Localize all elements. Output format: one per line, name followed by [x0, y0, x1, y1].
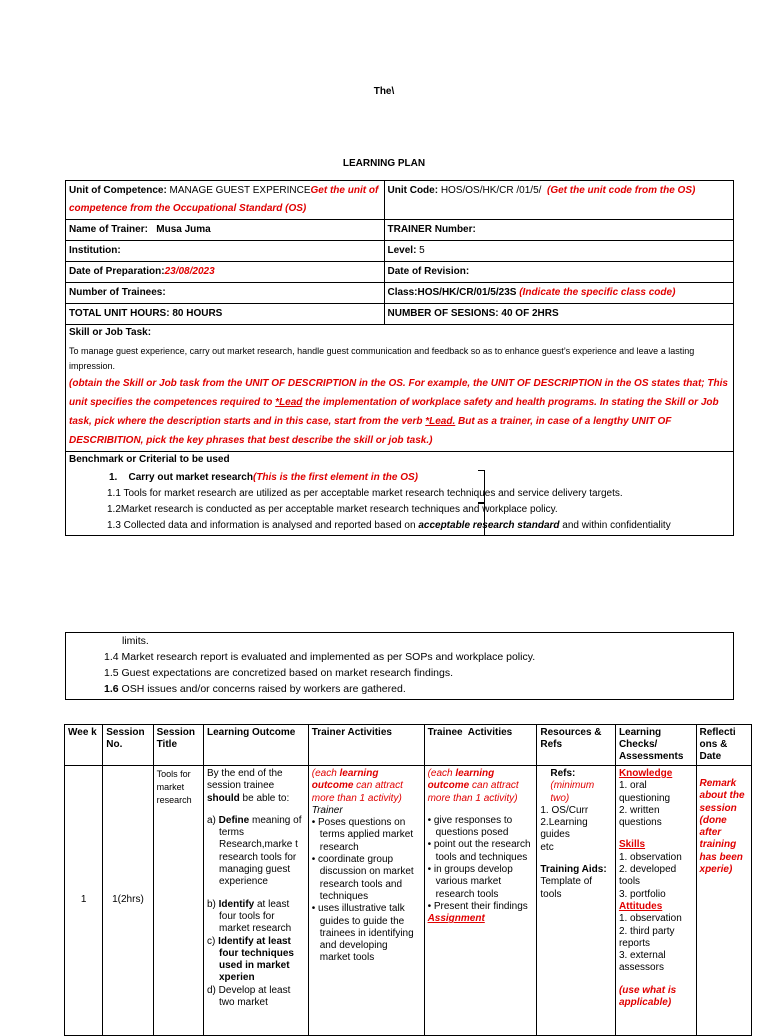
level-label: Level:	[387, 245, 417, 256]
trainer-note-a: (each	[311, 768, 340, 779]
resource-1: 1. OS/Curr	[540, 804, 589, 816]
criterion-1-3-c: and within confidentiality	[559, 520, 671, 531]
revision-date-cell	[384, 262, 734, 283]
criterion-1-4: 1.4 Market research report is evaluated and implemented as per SOPs and workplace policy.	[104, 651, 536, 663]
trainer-note	[312, 768, 421, 805]
outcome-intro-a: By the end of the session trainee	[206, 768, 283, 792]
cell-session-no	[103, 766, 153, 1036]
bracket-mark	[478, 502, 485, 536]
list-item: • coordinate group discussion on market research tools and techniques	[311, 854, 414, 902]
cell-reflections	[696, 766, 751, 1036]
training-aids-label: Training Aids:	[540, 864, 607, 876]
cell-learning-outcome	[203, 766, 308, 1036]
trainer-name-cell	[66, 220, 385, 241]
criterion-1-3	[69, 518, 730, 534]
header-learning-outcome: Learning Outcome	[203, 725, 308, 766]
benchmark-element	[69, 470, 730, 486]
checks-note: (use what is applicable)	[618, 984, 677, 1009]
table-row	[66, 241, 734, 262]
outcome-a-rest: meaning of terms Research,marke t research tools for managing guest experience	[218, 814, 302, 888]
table-row	[66, 262, 734, 283]
list-item: • give responses to questions posed	[427, 814, 513, 839]
table-row	[66, 220, 734, 241]
trainer-item-1: Poses questions on terms applied market research	[318, 817, 414, 853]
attitudes-item-1: 1. observation	[618, 913, 682, 925]
resources-refs-label: Refs:	[550, 768, 576, 779]
skill-body: To manage guest experience, carry out market research, handle guest communication and feedback so as to enhance guest’s experience and leave a lasting impression.	[69, 346, 695, 371]
skill-note-lead-2: *Lead.	[425, 416, 456, 427]
element-note: (This is the first element in the OS)	[252, 472, 419, 483]
list-item: • Present their findings	[427, 900, 528, 912]
header-reflections: Reflecti ons & Date	[696, 725, 751, 766]
benchmark-cell	[66, 452, 734, 536]
sessions: NUMBER OF SESIONS: 40 OF 2HRS	[387, 308, 559, 319]
class-label: Class:HOS/HK/CR/01/5/23S	[387, 287, 517, 298]
outcome-intro-b: be able to:	[239, 792, 290, 804]
trainer-note-b: learning outcome	[311, 768, 379, 792]
trainee-item-1: give responses to questions posed	[433, 814, 513, 839]
resource-2: 2.Learning guides	[540, 817, 588, 841]
benchmark-label: Benchmark or Criterial to be used	[69, 454, 230, 465]
outcome-b-verb: Identify	[218, 898, 255, 910]
skills-item-2: 2. developed tools	[618, 864, 677, 888]
info-table	[65, 180, 734, 536]
class-cell	[384, 283, 734, 304]
attitudes-item-2: 2. third party reports	[618, 925, 675, 949]
checks-knowledge: Knowledge	[618, 768, 673, 779]
skill-note-c: But as a trainer, in case of a lengthy UNIT OF DESCRIBITION, pick the key phrases that best describe the skill or job task.)	[69, 416, 672, 446]
outcome-intro	[207, 768, 305, 805]
trainer-name-value: Musa Juma	[147, 224, 211, 235]
header-trainee-activities: Trainee Activities	[424, 725, 537, 766]
knowledge-item-2: 2. written questions	[618, 804, 662, 829]
header-session-no: Session No.	[103, 725, 153, 766]
level-value: 5	[416, 245, 425, 256]
prep-date-cell	[66, 262, 385, 283]
table-header-row	[65, 725, 752, 766]
table-row	[66, 325, 734, 452]
institution-cell	[66, 241, 385, 262]
checks-attitudes: Attitudes	[618, 900, 663, 912]
table-row	[65, 766, 752, 1036]
header-resources: Resources & Refs	[537, 725, 616, 766]
header-trainer-activities: Trainer Activities	[308, 725, 424, 766]
cell-session-title	[153, 766, 203, 1036]
cell-learning-checks	[615, 766, 696, 1036]
table-row	[66, 452, 734, 536]
criterion-1-1: 1.1 Tools for market research are utilized as per acceptable market research techniques and service delivery targets.	[107, 488, 623, 499]
outcome-b	[207, 899, 305, 936]
list-item: • in groups develop various market research tools	[427, 864, 513, 900]
skills-item-1: 1. observation	[618, 851, 682, 863]
trainer-item-3: uses illustrative talk guides to guide the trainees in identifying and developing market tools	[318, 903, 414, 964]
training-aids-text: Template of tools	[540, 876, 593, 900]
criterion-1-6-text: OSH issues and/or concerns raised by workers are gathered.	[118, 683, 406, 695]
outcome-d-prefix: d)	[206, 984, 219, 996]
unit-competence-value: MANAGE GUEST EXPERINCE	[166, 185, 311, 196]
skill-note-lead-1: *Lead	[275, 397, 303, 408]
class-note: (Indicate the specific class code)	[516, 287, 676, 298]
trainee-note-b: learning outcome	[427, 768, 495, 792]
prep-date-value: 23/08/2023	[164, 266, 215, 277]
criterion-1-6-num: 1.6	[104, 683, 119, 695]
element-text: Carry out market research	[128, 472, 253, 483]
cell-week	[65, 766, 103, 1036]
skill-note	[69, 374, 730, 450]
trainer-number-label: TRAINER Number:	[387, 224, 476, 235]
institution-label: Institution:	[69, 245, 121, 256]
trainee-note	[428, 768, 534, 805]
lesson-table	[64, 724, 752, 1036]
trainee-item-2: point out the research tools and techniques	[433, 839, 531, 863]
resource-3: etc	[540, 841, 554, 853]
trainee-item-4: Present their findings	[433, 900, 528, 912]
reflections-text: Remark about the session (done after training has been xperie)	[699, 778, 745, 876]
trainer-number-cell	[384, 220, 734, 241]
session-title-value: Tools for market research	[156, 769, 192, 805]
trainee-item-3: in groups develop various market research tools	[433, 864, 513, 900]
criteria-continuation	[65, 632, 734, 700]
knowledge-item-1: 1. oral questioning	[618, 780, 671, 804]
outcome-d-rest: Develop at least two market	[218, 984, 291, 1009]
criterion-1-2: 1.2Market research is conducted as per acceptable market research techniques and workplace policy.	[107, 504, 558, 515]
sessions-cell	[384, 304, 734, 325]
revision-date-label: Date of Revision:	[387, 266, 470, 277]
prep-date-label: Date of Preparation:	[69, 266, 165, 277]
criterion-1-6	[104, 683, 406, 695]
list-item: • Poses questions on terms applied market research	[311, 817, 414, 853]
outcome-a-prefix: a)	[206, 814, 219, 826]
cell-trainer-activities	[308, 766, 424, 1036]
trainees-cell	[66, 283, 385, 304]
criterion-1-5: 1.5 Guest expectations are concretized based on market research findings.	[104, 667, 454, 679]
trainer-item-2: coordinate group discussion on market research tools and techniques	[318, 854, 414, 902]
criterion-1-3-a: 1.3 Collected data and information is analysed and reported based on	[107, 520, 419, 531]
unit-competence-cell	[66, 181, 385, 220]
outcome-d	[207, 985, 305, 1010]
header-session-title: Session Title	[153, 725, 203, 766]
skill-label: Skill or Job Task:	[69, 327, 152, 338]
header-week: Wee k	[65, 725, 103, 766]
page-title: LEARNING PLAN	[342, 158, 426, 169]
outcome-b-rest: at least four tools for market research	[218, 898, 292, 935]
trainee-note-a: (each	[427, 768, 456, 779]
cell-resources	[537, 766, 616, 1036]
outcome-a-verb: Define	[218, 814, 250, 826]
week-value: 1	[80, 894, 87, 906]
skill-cell	[66, 325, 734, 452]
skills-item-3: 3. portfolio	[618, 888, 666, 900]
unit-code-note: (Get the unit code from the OS)	[546, 185, 696, 196]
unit-competence-note: Get the unit of competence from the Occupational Standard (OS)	[69, 185, 379, 214]
trainee-assignment: Assignment	[427, 913, 485, 925]
total-hours-cell	[66, 304, 385, 325]
document-header: The\	[373, 86, 395, 97]
cell-trainee-activities	[424, 766, 537, 1036]
skill-note-b: the implementation of workplace safety and health programs. In stating the Skill or Job task, pick where the description starts and in this case, start from the verb	[69, 397, 719, 427]
trainee-note-c: can attract more than 1 activity)	[427, 780, 519, 804]
criterion-1-3-b: acceptable research standard	[418, 520, 560, 531]
total-hours: TOTAL UNIT HOURS: 80 HOURS	[69, 308, 223, 319]
checks-skills: Skills	[618, 839, 646, 851]
outcome-c-prefix: c)	[206, 935, 219, 947]
unit-code-value: HOS/OS/HK/CR /01/5/	[438, 185, 542, 196]
table-row	[66, 304, 734, 325]
unit-code-label: Unit Code:	[387, 185, 439, 196]
unit-code-cell	[384, 181, 734, 220]
outcome-c-bold: Identify at least four techniques used in market xperien	[218, 935, 294, 984]
resources-refs-note: (minimum two)	[550, 780, 595, 804]
criterion-1-3-end: limits.	[122, 635, 149, 647]
table-row	[66, 181, 734, 220]
trainees-label: Number of Trainees:	[69, 287, 166, 298]
session-no-value: 1(2hrs)	[112, 894, 144, 906]
outcome-intro-should: should	[206, 792, 240, 804]
element-number: 1.	[109, 472, 118, 483]
trainer-note-c: can attract more than 1 activity)	[311, 780, 403, 804]
trainer-name-label: Name of Trainer:	[69, 224, 148, 235]
header-learning-checks: Learning Checks/ Assessments	[615, 725, 696, 766]
outcome-c	[207, 936, 305, 985]
level-cell	[384, 241, 734, 262]
bracket-mark	[478, 470, 485, 504]
list-item: • uses illustrative talk guides to guide the trainees in identifying and developing market tools	[311, 903, 414, 964]
skill-note-a: (obtain the Skill or Job task from the UNIT OF DESCRIPTION in the OS. For example, the UNIT OF DESCRIPTION in the OS states that; This unit specifies the competences required to	[69, 378, 728, 408]
outcome-b-prefix: b)	[206, 898, 219, 910]
list-item: • point out the research tools and techniques	[427, 839, 531, 863]
trainer-sub-label: Trainer	[311, 804, 343, 816]
attitudes-item-3: 3. external assessors	[618, 950, 666, 974]
unit-competence-label: Unit of Competence:	[69, 185, 167, 196]
outcome-a	[207, 815, 305, 889]
table-row	[66, 283, 734, 304]
